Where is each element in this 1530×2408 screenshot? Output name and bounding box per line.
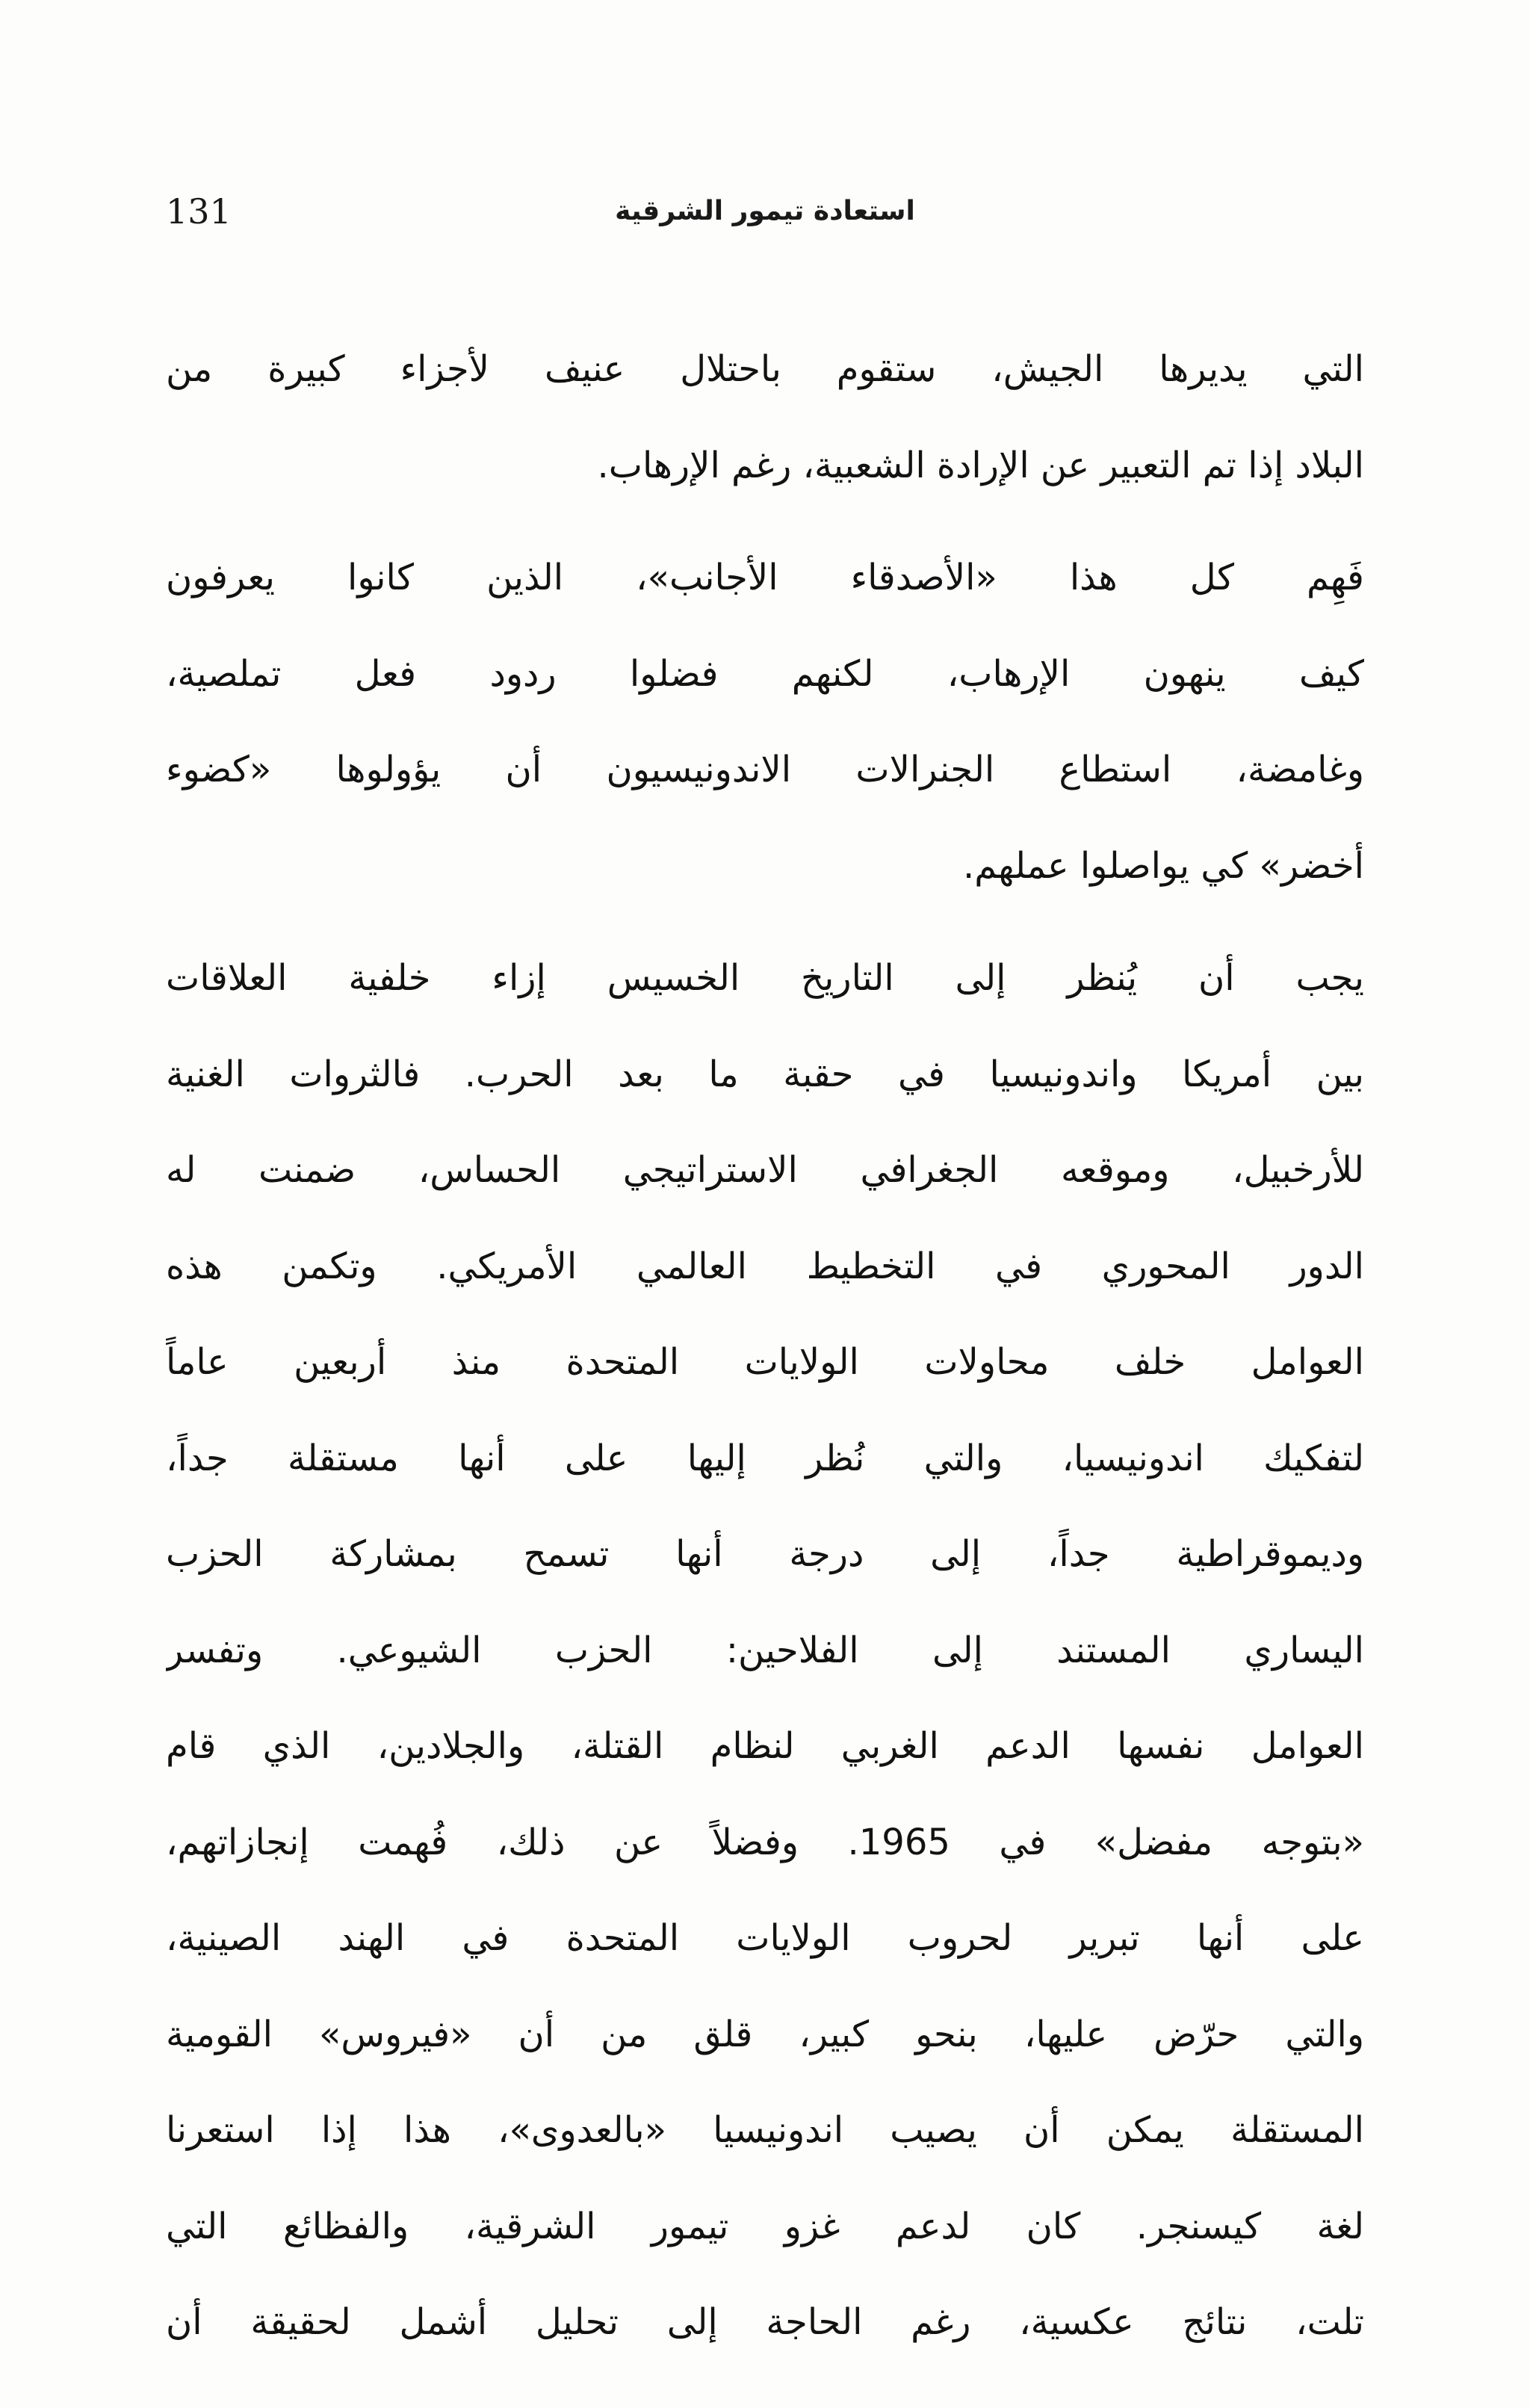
paragraph-2 bbox=[166, 530, 1364, 914]
text-line: لتفكيك اندونيسيا، والتي نُظر إليها على أنها مستقلة جداً، bbox=[166, 1437, 1364, 1479]
text-line: اليساري المستند إلى الفلاحين: الحزب الشيوعي. وتفسر bbox=[166, 1629, 1364, 1671]
text-line: المستقلة يمكن أن يصيب اندونيسيا «بالعدوى»، هذا إذا استعرنا bbox=[166, 2109, 1364, 2151]
text-line: يجب أن يُنظر إلى التاريخ الخسيس إزاء خلفية العلاقات bbox=[166, 957, 1364, 999]
text-line: لغة كيسنجر. كان لدعم غزو تيمور الشرقية، والفظائع التي bbox=[166, 2205, 1364, 2247]
page-number: 131 bbox=[166, 191, 232, 232]
text-line: للأرخبيل، وموقعه الجغرافي الاستراتيجي الحساس، ضمنت له bbox=[166, 1149, 1364, 1191]
running-title: استعادة تيمور الشرقية bbox=[615, 196, 915, 226]
text-line: أخضر» كي يواصلوا عملهم. bbox=[963, 844, 1364, 887]
paragraph-gap bbox=[166, 914, 1364, 930]
text-line: تلت، نتائج عكسية، رغم الحاجة إلى تحليل أشمل لحقيقة أن bbox=[166, 2301, 1364, 2343]
paragraph-1 bbox=[166, 321, 1364, 513]
text-line: كيف ينهون الإرهاب، لكنهم فضلوا ردود فعل تملصية، bbox=[166, 652, 1364, 695]
body-text bbox=[166, 321, 1364, 2371]
text-line: والتي حرّض عليها، بنحو كبير، قلق من أن «فيروس» القومية bbox=[166, 2013, 1364, 2055]
text-line: بين أمريكا واندونيسيا في حقبة ما بعد الحرب. فالثروات الغنية bbox=[166, 1053, 1364, 1095]
text-line: «بتوجه مفضل» في 1965. وفضلاً عن ذلك، فُهمت إنجازاتهم، bbox=[166, 1821, 1364, 1863]
text-line: البلاد إذا تم التعبير عن الإرادة الشعبية، رغم الإرهاب. bbox=[597, 444, 1364, 486]
text-line: فَهِم كل هذا «الأصدقاء الأجانب»، الذين كانوا يعرفون bbox=[166, 557, 1364, 598]
paragraph-gap bbox=[166, 513, 1364, 530]
text-line: الدور المحوري في التخطيط العالمي الأمريكي. وتكمن هذه bbox=[166, 1245, 1364, 1287]
text-line: العوامل خلف محاولات الولايات المتحدة منذ أربعين عاماً bbox=[166, 1341, 1364, 1383]
text-line: التي يديرها الجيش، ستقوم باحتلال عنيف لأجزاء كبيرة من bbox=[166, 348, 1364, 390]
text-line: وغامضة، استطاع الجنرالات الاندونيسيون أن يؤولوها «كضوء bbox=[166, 749, 1364, 790]
text-line: على أنها تبرير لحروب الولايات المتحدة في الهند الصينية، bbox=[166, 1917, 1364, 1959]
running-head bbox=[166, 178, 1364, 245]
text-line: العوامل نفسها الدعم الغربي لنظام القتلة، والجلادين، الذي قام bbox=[166, 1725, 1364, 1767]
text-line: وديموقراطية جداً، إلى درجة أنها تسمح بمشاركة الحزب bbox=[166, 1533, 1364, 1575]
paragraph-3 bbox=[166, 930, 1364, 2371]
